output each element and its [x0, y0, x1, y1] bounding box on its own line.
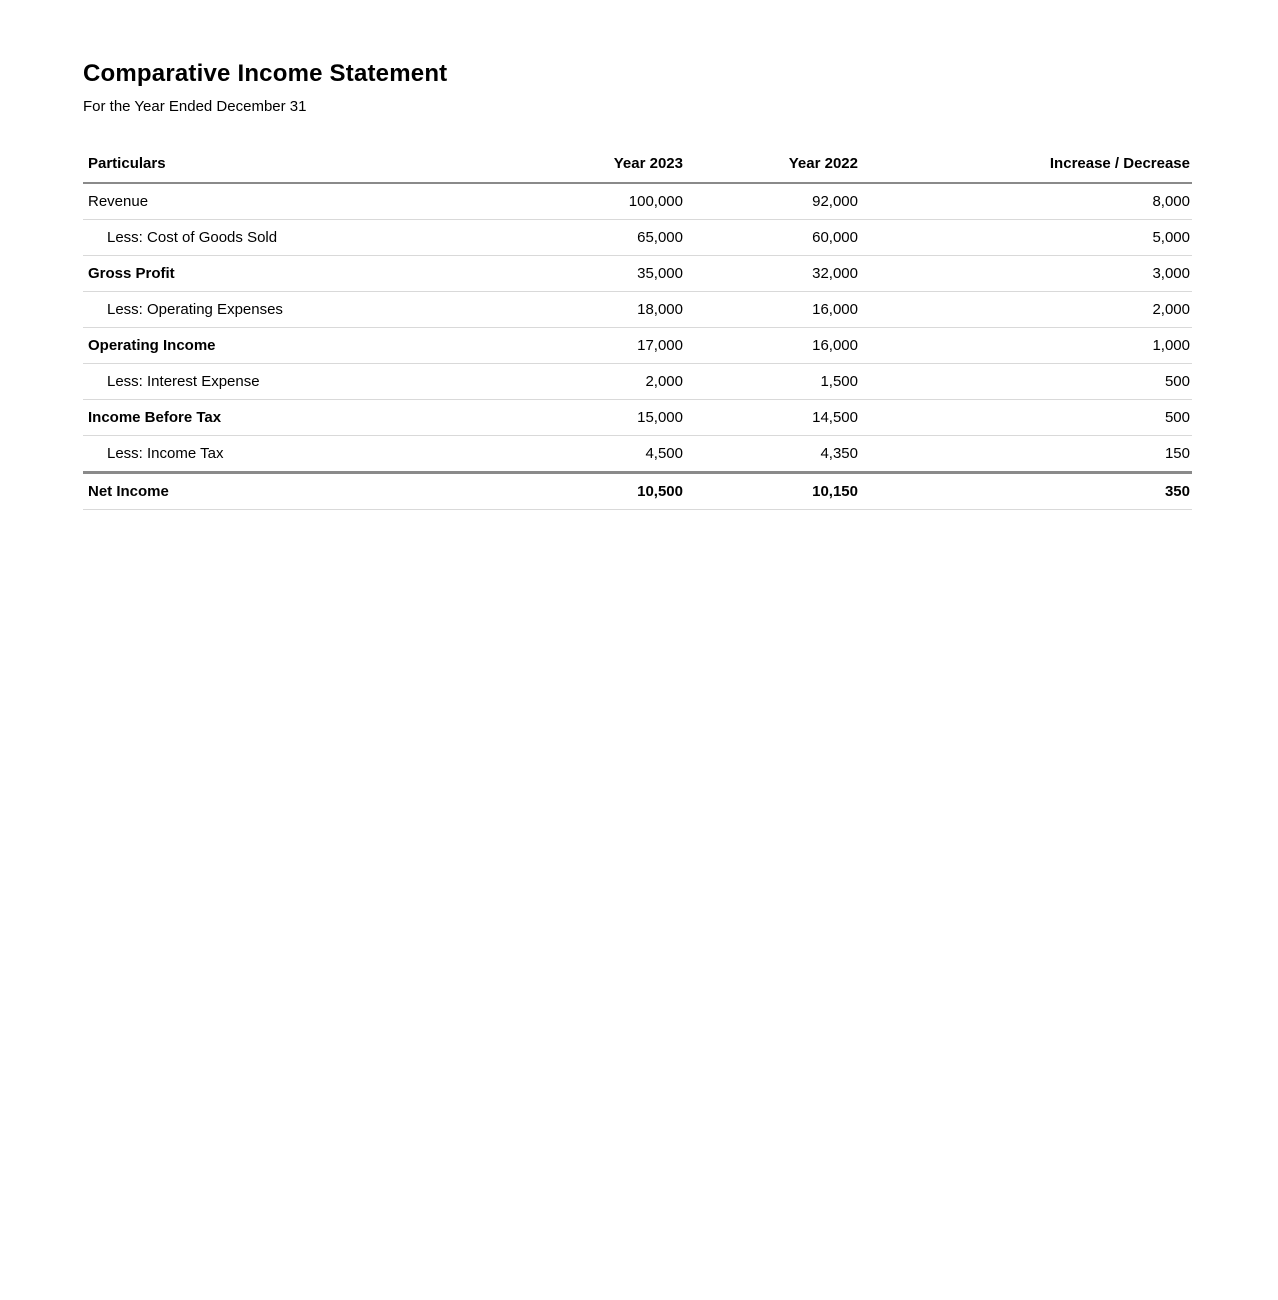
value-year-2023: 4,500 — [523, 435, 685, 472]
value-change: 500 — [860, 363, 1192, 399]
value-change: 1,000 — [860, 327, 1192, 363]
column-header-particulars: Particulars — [83, 147, 523, 183]
value-year-2022: 60,000 — [685, 219, 860, 255]
document-page — [0, 0, 1278, 510]
value-year-2022: 4,350 — [685, 435, 860, 472]
table-header — [83, 147, 1192, 183]
value-year-2023: 65,000 — [523, 219, 685, 255]
value-change: 8,000 — [860, 183, 1192, 220]
table-header-row — [83, 147, 1192, 183]
row-label: Revenue — [83, 183, 523, 220]
page-title: Comparative Income Statement — [83, 60, 448, 87]
column-header-year-2022: Year 2022 — [685, 147, 860, 183]
table-body — [83, 183, 1192, 510]
table-row-interest-expense — [83, 363, 1192, 399]
value-year-2022: 16,000 — [685, 327, 860, 363]
table-row-operating-expenses — [83, 291, 1192, 327]
value-year-2023: 15,000 — [523, 399, 685, 435]
value-year-2022: 16,000 — [685, 291, 860, 327]
value-year-2023: 17,000 — [523, 327, 685, 363]
row-label: Net Income — [83, 472, 523, 509]
value-year-2023: 10,500 — [523, 472, 685, 509]
value-change: 5,000 — [860, 219, 1192, 255]
value-year-2022: 32,000 — [685, 255, 860, 291]
income-statement-table — [83, 147, 1192, 510]
table-row-operating-income — [83, 327, 1192, 363]
value-year-2023: 2,000 — [523, 363, 685, 399]
table-row-income-tax — [83, 435, 1192, 472]
table-row-income-before-tax — [83, 399, 1192, 435]
value-year-2022: 1,500 — [685, 363, 860, 399]
table-row-revenue — [83, 183, 1192, 220]
value-change: 3,000 — [860, 255, 1192, 291]
value-year-2023: 18,000 — [523, 291, 685, 327]
table-row-net-income — [83, 472, 1192, 509]
value-change: 500 — [860, 399, 1192, 435]
value-change: 2,000 — [860, 291, 1192, 327]
value-year-2023: 100,000 — [523, 183, 685, 220]
value-change: 150 — [860, 435, 1192, 472]
row-label: Less: Income Tax — [83, 435, 523, 472]
value-change: 350 — [860, 472, 1192, 509]
value-year-2022: 14,500 — [685, 399, 860, 435]
row-label: Income Before Tax — [83, 399, 523, 435]
value-year-2022: 92,000 — [685, 183, 860, 220]
table-row-cost-of-goods-sold — [83, 219, 1192, 255]
row-label: Operating Income — [83, 327, 523, 363]
page-subtitle: For the Year Ended December 31 — [83, 97, 307, 115]
value-year-2023: 35,000 — [523, 255, 685, 291]
table-row-gross-profit — [83, 255, 1192, 291]
value-year-2022: 10,150 — [685, 472, 860, 509]
column-header-increase-decrease: Increase / Decrease — [860, 147, 1192, 183]
row-label: Less: Cost of Goods Sold — [83, 219, 523, 255]
row-label: Less: Interest Expense — [83, 363, 523, 399]
column-header-year-2023: Year 2023 — [523, 147, 685, 183]
row-label: Gross Profit — [83, 255, 523, 291]
row-label: Less: Operating Expenses — [83, 291, 523, 327]
